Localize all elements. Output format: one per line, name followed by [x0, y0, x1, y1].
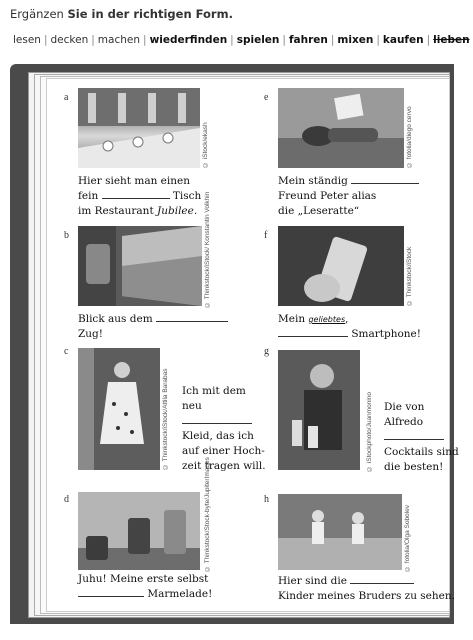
- item-g-line2: Alfredo: [384, 416, 424, 428]
- item-c-line1: Ich mit dem: [182, 385, 246, 397]
- item-g-line3: Cocktails sind: [384, 446, 459, 458]
- dress-photo: [78, 348, 160, 470]
- item-a-text: [78, 174, 201, 219]
- photo-credit: © Thinkstock/iStock/Attila Barabas: [162, 368, 169, 470]
- answer-blank[interactable]: [278, 327, 348, 337]
- answer-blank[interactable]: [351, 174, 419, 184]
- bartender-illustration: [278, 350, 360, 470]
- item-h-line2: Kinder meines Bruders zu sehen.: [278, 590, 455, 602]
- children-illustration: [278, 494, 402, 570]
- item-e-word: Mein ständig: [278, 175, 348, 187]
- item-a-word: im Restaurant: [78, 205, 154, 217]
- item-e-text: [278, 174, 419, 219]
- reading-illustration: [278, 88, 404, 168]
- item-letter: h: [264, 494, 269, 505]
- handwritten-answer: geliebtes: [308, 315, 346, 324]
- photo-credit: © Thinkstock/Stock-byte/JupiterImages: [204, 457, 211, 572]
- item-g-text: [384, 400, 459, 475]
- item-letter: a: [64, 92, 69, 103]
- dress-illustration: [78, 348, 160, 470]
- item-h-text: [278, 574, 455, 604]
- item-letter: d: [64, 494, 69, 505]
- jam-illustration: [78, 492, 200, 570]
- item-f-word: Mein: [278, 313, 306, 325]
- item-e-line2: Freund Peter alias: [278, 190, 377, 202]
- item-c-line3: Kleid, das ich: [182, 430, 254, 442]
- word-fahren: fahren: [288, 34, 328, 46]
- word-machen: machen: [97, 34, 141, 46]
- item-f-word: Smartphone!: [351, 328, 421, 340]
- item-e-line3: die „Leseratte“: [278, 205, 360, 217]
- item-b-text: [78, 312, 228, 342]
- smartphone-photo: [278, 226, 404, 306]
- photo-credit: © iStockphoto/Juanmonino: [366, 392, 373, 472]
- photo-credit: © Thinkstock/iStock/ Konstantin Volkhin: [204, 191, 211, 308]
- word-wiederfinden: wiederfinden: [149, 34, 228, 46]
- item-g-line1: Die von: [384, 401, 425, 413]
- answer-blank[interactable]: [384, 430, 444, 440]
- answer-blank[interactable]: [350, 574, 414, 584]
- item-c-line2: neu: [182, 400, 202, 412]
- item-letter: c: [64, 346, 69, 357]
- bartender-photo: [278, 350, 360, 470]
- item-a-word: fein: [78, 190, 99, 202]
- word-decken: decken: [50, 34, 89, 46]
- item-c-text: [182, 384, 266, 474]
- word-bank: lesen | decken | machen | wiederfinden | spielen | fahren | mixen | kaufen | lieben: [10, 34, 473, 46]
- item-a-word: Tisch: [172, 190, 202, 202]
- item-b-line2: Zug!: [78, 328, 103, 340]
- photo-credit: © fotolia/Olga Sobolev: [404, 505, 411, 572]
- item-letter: f: [264, 230, 268, 241]
- item-a-name: Jubilee.: [157, 205, 198, 217]
- item-h-word: Hier sind die: [278, 575, 347, 587]
- reading-photo: [278, 88, 404, 168]
- instruction-bold: Sie in der richtigen Form.: [67, 7, 233, 21]
- photo-credit: © iStock/ekash: [202, 122, 209, 168]
- item-d-word: Marmelade!: [147, 588, 213, 600]
- item-d-text: [78, 572, 212, 602]
- item-g-line4: die besten!: [384, 461, 444, 473]
- train-illustration: [78, 226, 202, 306]
- item-letter: b: [64, 230, 69, 241]
- instruction: [10, 7, 233, 21]
- word-mixen: mixen: [337, 34, 374, 46]
- item-c-line5: zeit tragen will.: [182, 460, 266, 472]
- word-lieben: lieben: [433, 34, 470, 46]
- item-letter: e: [264, 92, 269, 103]
- answer-blank[interactable]: [78, 587, 144, 597]
- item-f-text: Mein geliebtes, Smartphone!: [278, 313, 421, 340]
- answer-blank[interactable]: [156, 312, 228, 322]
- phone-illustration: [278, 226, 404, 306]
- restaurant-illustration: [78, 88, 200, 168]
- word-lesen: lesen: [13, 34, 41, 46]
- answer-blank[interactable]: [102, 189, 170, 199]
- item-a-line1: Hier sieht man einen: [78, 175, 190, 187]
- photo-credit: © Thinkstock/iStock: [406, 246, 413, 306]
- instruction-plain: Ergänzen: [10, 7, 64, 21]
- train-window-photo: [78, 226, 202, 306]
- word-kaufen: kaufen: [382, 34, 424, 46]
- photo-credit: © fotolia/diego cervo: [406, 106, 413, 168]
- children-photo: [278, 494, 402, 570]
- item-c-line4: auf einer Hoch-: [182, 445, 265, 457]
- word-spielen: spielen: [236, 34, 280, 46]
- item-letter: g: [264, 346, 269, 357]
- restaurant-photo: [78, 88, 200, 168]
- item-b-word: Blick aus dem: [78, 313, 153, 325]
- answer-blank[interactable]: [182, 414, 252, 424]
- item-d-line1: Juhu! Meine erste selbst: [78, 573, 209, 585]
- jam-photo: [78, 492, 200, 570]
